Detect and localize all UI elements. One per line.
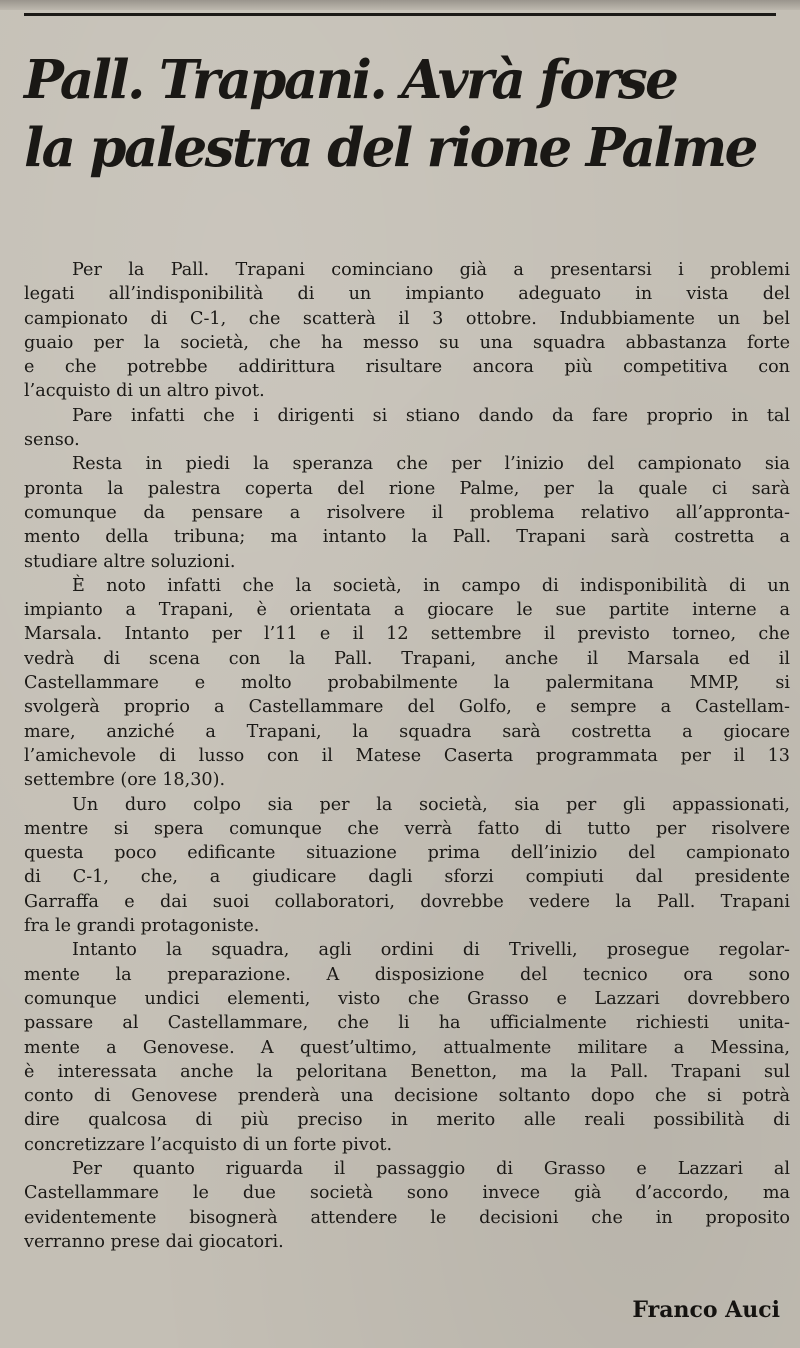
previous-article-edge bbox=[0, 0, 800, 10]
article-line: pronta la palestra coperta del rione Palme, per la quale ci sarà bbox=[24, 478, 790, 499]
article-paragraph bbox=[24, 404, 790, 453]
article-line: settembre (ore 18,30). bbox=[24, 770, 226, 791]
headline-line: la palestra del rione Palme bbox=[24, 117, 756, 179]
article-line: Per quanto riguarda il passaggio di Grasso e Lazzari al bbox=[72, 1158, 790, 1179]
article-line: È noto infatti che la società, in campo di indisponibilità di un bbox=[72, 575, 790, 596]
article-line: fra le grandi protagoniste. bbox=[24, 916, 260, 937]
article-line: Castellammare le due società sono invece già d’accordo, ma bbox=[24, 1183, 790, 1204]
article-line: questa poco edificante situazione prima dell’inizio del campionato bbox=[24, 843, 790, 864]
article-line: passare al Castellammare, che li ha ufficialmente richiesti unita- bbox=[24, 1013, 790, 1034]
article-line: Pare infatti che i dirigenti si stiano dando da fare proprio in tal bbox=[72, 405, 790, 426]
article-line: svolgerà proprio a Castellammare del Golfo, e sempre a Castellam- bbox=[24, 697, 790, 718]
article-line: impianto a Trapani, è orientata a giocare le sue partite interne a bbox=[24, 600, 790, 621]
article-line: Castellammare e molto probabilmente la palermitana MMP, si bbox=[24, 673, 790, 694]
article-line: evidentemente bisognerà attendere le decisioni che in proposito bbox=[24, 1207, 790, 1228]
article-headline bbox=[24, 46, 776, 182]
article-line: Per la Pall. Trapani cominciano già a presentarsi i problemi bbox=[72, 260, 790, 280]
article-line: l’acquisto di un altro pivot. bbox=[24, 381, 265, 402]
article-line: Garraffa e dai suoi collaboratori, dovrebbe vedere la Pall. Trapani bbox=[24, 891, 790, 912]
article-paragraph bbox=[24, 938, 790, 1157]
article-paragraph bbox=[24, 452, 790, 573]
article-line: mente la preparazione. A disposizione del tecnico ora sono bbox=[24, 964, 790, 985]
article-paragraph bbox=[24, 793, 790, 939]
article-line: concretizzare l’acquisto di un forte pivot. bbox=[24, 1134, 393, 1155]
article-paragraph bbox=[24, 1157, 790, 1254]
article-line: comunque undici elementi, visto che Grasso e Lazzari dovrebbero bbox=[24, 988, 790, 1009]
article-line: legati all’indisponibilità di un impianto adeguato in vista del bbox=[24, 284, 790, 305]
article-body bbox=[24, 258, 790, 1254]
article-line: verranno prese dai giocatori. bbox=[24, 1231, 284, 1252]
header-rule bbox=[24, 13, 776, 16]
article-line: senso. bbox=[24, 430, 80, 451]
article-paragraph bbox=[24, 574, 790, 793]
article-line: è interessata anche la peloritana Benetton, ma la Pall. Trapani sul bbox=[24, 1061, 790, 1082]
article-line: comunque da pensare a risolvere il problema relativo all’appronta- bbox=[24, 502, 790, 523]
headline-line: Pall. Trapani. Avrà forse bbox=[24, 49, 677, 111]
article-line: l’amichevole di lusso con il Matese Caserta programmata per il 13 bbox=[24, 745, 790, 766]
article-line: campionato di C-1, che scatterà il 3 ottobre. Indubbiamente un bel bbox=[24, 308, 790, 329]
article-line: studiare altre soluzioni. bbox=[24, 551, 236, 572]
article-line: Marsala. Intanto per l’11 e il 12 settembre il previsto torneo, che bbox=[24, 624, 790, 645]
article-line: Un duro colpo sia per la società, sia per gli appassionati, bbox=[72, 794, 790, 815]
article-line: mentre si spera comunque che verrà fatto di tutto per risolvere bbox=[24, 818, 790, 839]
article-line: mare, anziché a Trapani, la squadra sarà costretta a giocare bbox=[24, 721, 790, 742]
article-line: mento della tribuna; ma intanto la Pall. Trapani sarà costretta a bbox=[24, 527, 790, 548]
author-byline: Franco Auci bbox=[632, 1297, 780, 1323]
article-paragraph bbox=[24, 258, 790, 404]
article-line: vedrà di scena con la Pall. Trapani, anche il Marsala ed il bbox=[24, 648, 790, 669]
article-line: guaio per la società, che ha messo su una squadra abbastanza forte bbox=[24, 332, 790, 353]
article-line: e che potrebbe addirittura risultare ancora più competitiva con bbox=[24, 357, 790, 378]
article-line: Intanto la squadra, agli ordini di Trivelli, prosegue regolar- bbox=[72, 940, 790, 961]
article-line: mente a Genovese. A quest’ultimo, attualmente militare a Messina, bbox=[24, 1037, 790, 1058]
article-line: conto di Genovese prenderà una decisione soltanto dopo che si potrà bbox=[24, 1086, 790, 1107]
article-line: Resta in piedi la speranza che per l’inizio del campionato sia bbox=[72, 454, 790, 475]
article-line: dire qualcosa di più preciso in merito alle reali possibilità di bbox=[24, 1110, 790, 1131]
article-line: di C-1, che, a giudicare dagli sforzi compiuti dal presidente bbox=[24, 867, 790, 888]
